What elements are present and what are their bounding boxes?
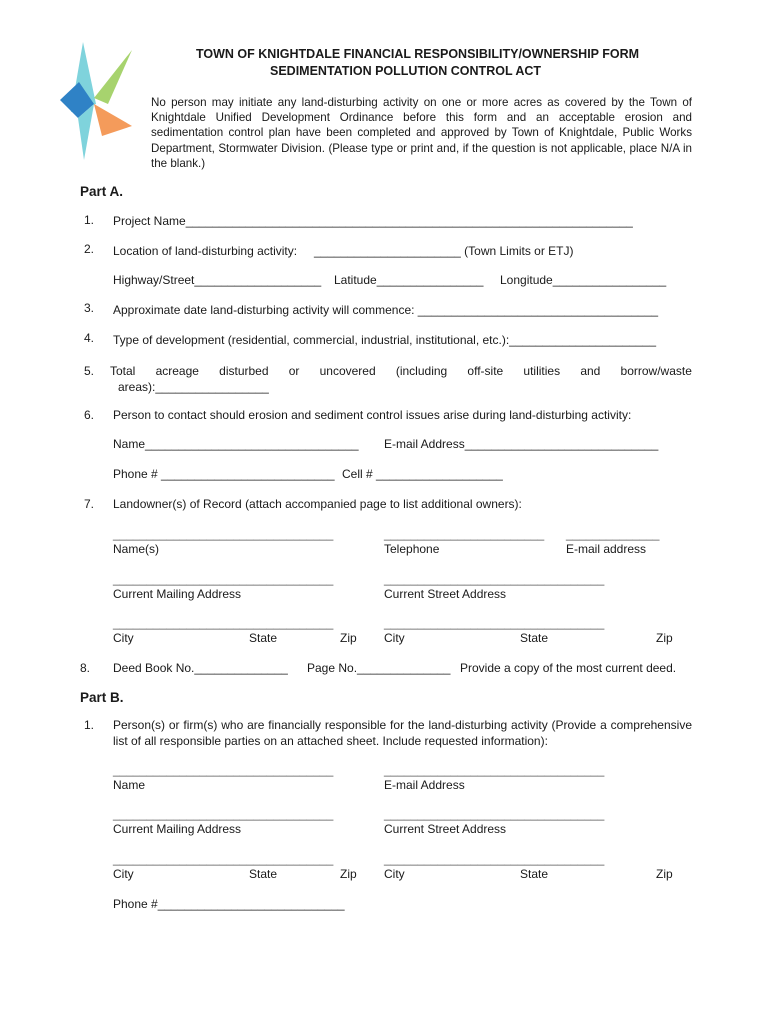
city-label: City bbox=[113, 867, 134, 881]
state-label: State bbox=[249, 631, 278, 645]
landowner-mailing-label: Current Mailing Address bbox=[113, 587, 242, 601]
highway-street-field[interactable]: Highway/Street___________________ bbox=[113, 273, 322, 287]
project-name-field[interactable]: Project Name___________________________________________________________________ bbox=[113, 214, 633, 228]
responsible-phone-field[interactable]: Phone #____________________________ bbox=[113, 897, 345, 911]
state-label: State bbox=[520, 867, 549, 881]
b1-number: 1. bbox=[84, 718, 95, 732]
city-label: City bbox=[384, 867, 405, 881]
q6-number: 6. bbox=[84, 408, 95, 422]
state-label: State bbox=[520, 631, 549, 645]
contact-cell-field[interactable]: Cell # ___________________ bbox=[342, 467, 503, 481]
landowner-mailing-city-line[interactable]: _________________________________ bbox=[113, 616, 334, 630]
responsible-email-line[interactable]: _________________________________ bbox=[384, 763, 605, 777]
location-field[interactable]: ______________________ (Town Limits or ETJ) bbox=[314, 244, 574, 258]
form-subtitle: SEDIMENTATION POLLUTION CONTROL ACT bbox=[270, 64, 542, 78]
responsible-email-label: E-mail Address bbox=[384, 778, 465, 792]
contact-phone-field[interactable]: Phone # __________________________ bbox=[113, 467, 335, 481]
responsible-street-label: Current Street Address bbox=[384, 822, 507, 836]
landowner-email-line[interactable]: ______________ bbox=[566, 527, 660, 541]
deed-book-field[interactable]: Deed Book No.______________ bbox=[113, 661, 288, 675]
part-b-heading: Part B. bbox=[80, 690, 124, 705]
city-label: City bbox=[113, 631, 134, 645]
financial-responsibility-text: Person(s) or firm(s) who are financially responsible for the land-disturbing activity (Provide a comprehensive list of all responsible parties on an attached sheet. Include requested information): bbox=[113, 718, 692, 748]
acreage-field[interactable]: areas):_________________ bbox=[118, 380, 269, 394]
form-title: TOWN OF KNIGHTDALE FINANCIAL RESPONSIBILITY/OWNERSHIP FORM bbox=[196, 47, 640, 61]
town-logo bbox=[56, 42, 136, 162]
location-label: Location of land-disturbing activity: bbox=[113, 244, 298, 258]
landowner-street-line[interactable]: _________________________________ bbox=[384, 572, 605, 586]
landowner-email-label: E-mail address bbox=[566, 542, 647, 556]
responsible-name-line[interactable]: _________________________________ bbox=[113, 763, 334, 777]
q1-number: 1. bbox=[84, 213, 95, 227]
city-label: City bbox=[384, 631, 405, 645]
landowner-name-line[interactable]: _________________________________ bbox=[113, 527, 334, 541]
responsible-mailing-label: Current Mailing Address bbox=[113, 822, 242, 836]
landowner-telephone-line[interactable]: ________________________ bbox=[384, 527, 545, 541]
responsible-mailing-line[interactable]: _________________________________ bbox=[113, 807, 334, 821]
landowner-label: Landowner(s) of Record (attach accompanied page to list additional owners): bbox=[113, 497, 522, 511]
latitude-field[interactable]: Latitude________________ bbox=[334, 273, 484, 287]
responsible-mailing-city-line[interactable]: _________________________________ bbox=[113, 852, 334, 866]
responsible-street-line[interactable]: _________________________________ bbox=[384, 807, 605, 821]
deed-page-field[interactable]: Page No.______________ bbox=[307, 661, 451, 675]
longitude-field[interactable]: Longitude_________________ bbox=[500, 273, 667, 287]
q7-number: 7. bbox=[84, 497, 95, 511]
responsible-name-label: Name bbox=[113, 778, 146, 792]
part-a-heading: Part A. bbox=[80, 184, 124, 199]
zip-label: Zip bbox=[656, 867, 673, 881]
landowner-name-label: Name(s) bbox=[113, 542, 160, 556]
q5-number: 5. bbox=[84, 364, 95, 378]
commence-date-field[interactable]: Approximate date land-disturbing activity will commence: ____________________________________ bbox=[113, 303, 659, 317]
contact-label: Person to contact should erosion and sediment control issues arise during land-disturbing activity: bbox=[113, 408, 632, 422]
zip-label: Zip bbox=[340, 867, 357, 881]
state-label: State bbox=[249, 867, 278, 881]
q3-number: 3. bbox=[84, 301, 95, 315]
q8-number: 8. bbox=[80, 661, 91, 675]
zip-label: Zip bbox=[340, 631, 357, 645]
landowner-mailing-line[interactable]: _________________________________ bbox=[113, 572, 334, 586]
deed-copy-note: Provide a copy of the most current deed. bbox=[460, 661, 677, 675]
development-type-field[interactable]: Type of development (residential, commercial, industrial, institutional, etc.):______________________ bbox=[113, 333, 656, 347]
intro-paragraph: No person may initiate any land-disturbing activity on one or more acres as covered by the Town of Knightdale Unified Development Ordinance before this form and an acceptable erosion and sedimentation control plan have been completed and approved by Town of Knightdale, Public Works Department, Stormwater Division. (Please type or print and, if the question is not applicable, place N/A in the blank.) bbox=[151, 96, 692, 170]
acreage-question: Total acreage disturbed or uncovered (including off-site utilities and borrow/waste bbox=[110, 364, 692, 378]
contact-email-field[interactable]: E-mail Address_____________________________ bbox=[384, 437, 659, 451]
q2-number: 2. bbox=[84, 242, 95, 256]
zip-label: Zip bbox=[656, 631, 673, 645]
q4-number: 4. bbox=[84, 331, 95, 345]
responsible-street-city-line[interactable]: _________________________________ bbox=[384, 852, 605, 866]
landowner-telephone-label: Telephone bbox=[384, 542, 440, 556]
landowner-street-city-line[interactable]: _________________________________ bbox=[384, 616, 605, 630]
contact-name-field[interactable]: Name________________________________ bbox=[113, 437, 359, 451]
landowner-street-label: Current Street Address bbox=[384, 587, 507, 601]
